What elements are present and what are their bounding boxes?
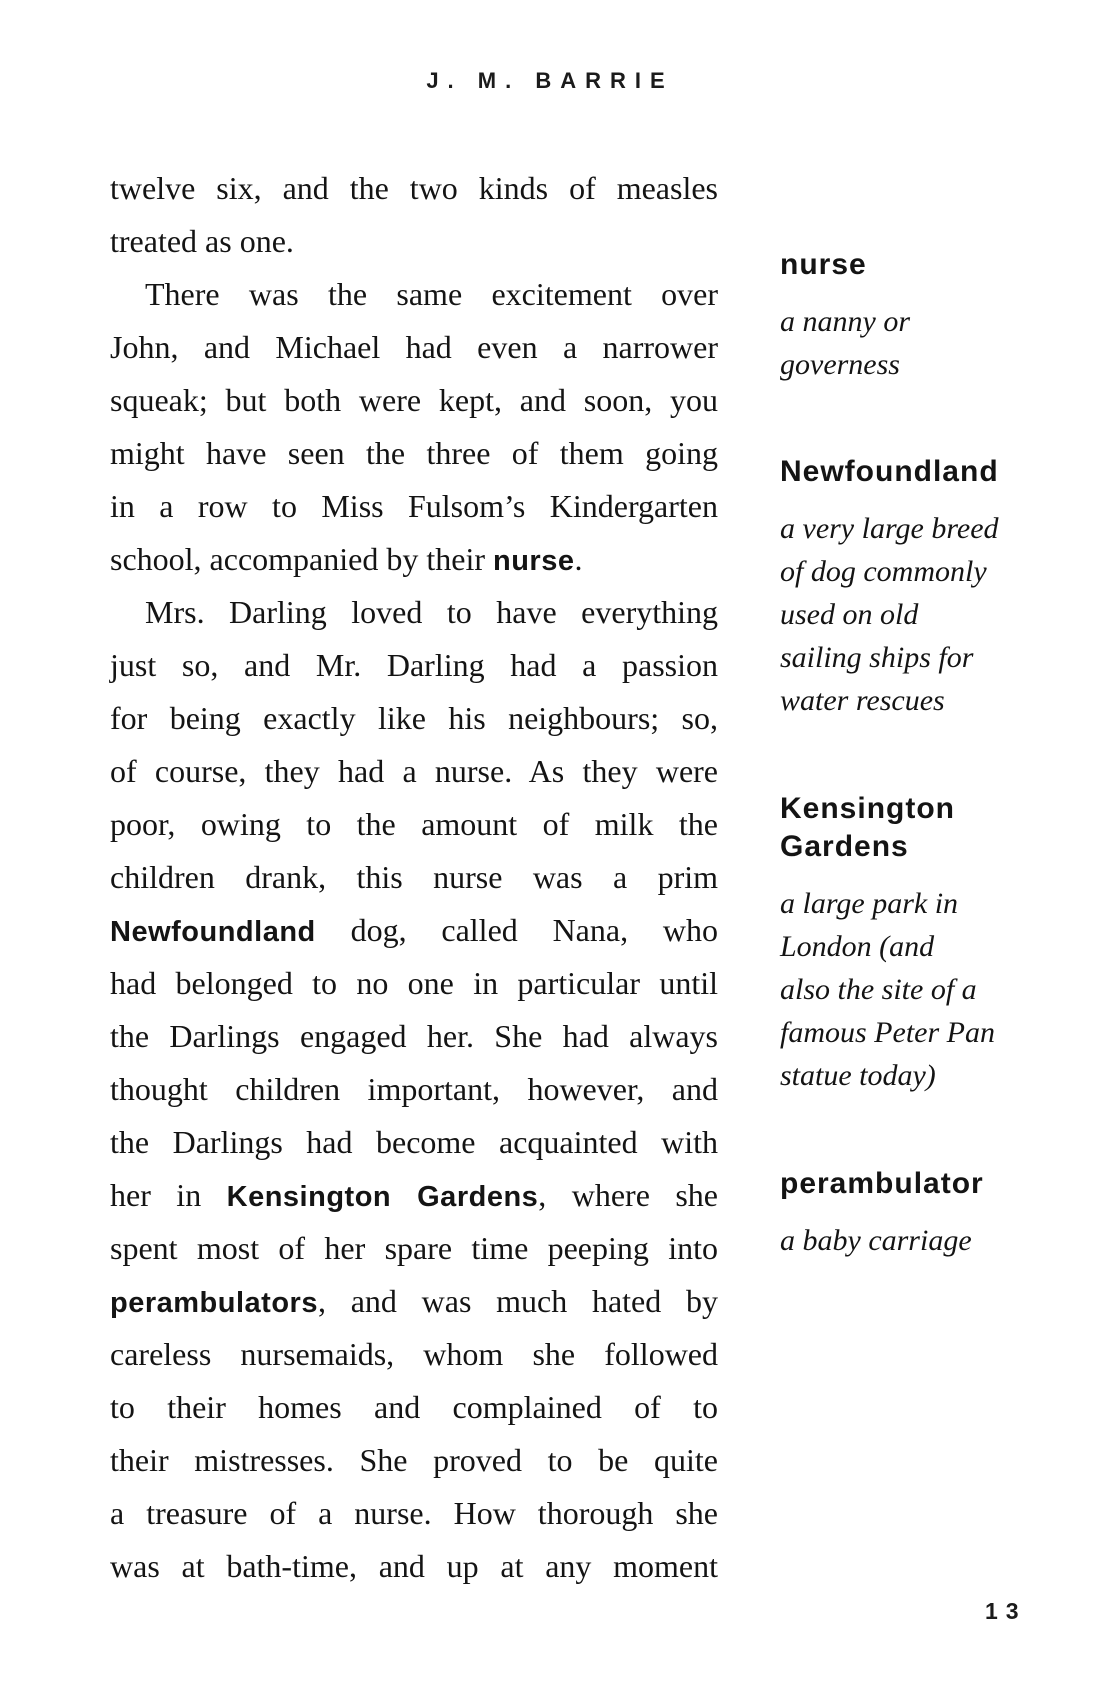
- text-line: [110, 321, 718, 374]
- text-segment: for being exactly like his neighbours; so,: [110, 700, 718, 736]
- text-segment: school, accompanied by their: [110, 541, 493, 577]
- glossary-term: nurse: [780, 248, 867, 281]
- text-segment: Mrs. Darling loved to have everything: [145, 594, 718, 630]
- glossary-definition: [780, 1219, 1040, 1262]
- glossary-entry: [780, 246, 1040, 386]
- text-segment: squeak; but both were kept, and soon, you: [110, 382, 718, 418]
- glossary-term: perambulator: [780, 1167, 984, 1200]
- text-line: [110, 427, 718, 480]
- text-line: [110, 851, 718, 904]
- glossary-definition-line: famous Peter Pan: [780, 1016, 995, 1049]
- text-line: [110, 1487, 718, 1540]
- glossary-definition: [780, 882, 1040, 1097]
- glossary-term: Newfoundland: [780, 455, 999, 488]
- glossary-definition-line: London (and: [780, 930, 935, 963]
- glossary-definition-line: a nanny or: [780, 305, 910, 338]
- text-line: [110, 586, 718, 639]
- text-segment: spent most of her spare time peeping into: [110, 1230, 718, 1266]
- text-line: [110, 639, 718, 692]
- text-segment: There was the same excitement over: [145, 276, 718, 312]
- text-segment: just so, and Mr. Darling had a passion: [110, 647, 718, 683]
- glossary-definition-line: a very large breed: [780, 512, 999, 545]
- glossary-entry: [780, 790, 1040, 1097]
- text-segment: might have seen the three of them going: [110, 435, 718, 471]
- page-number: 13: [985, 1598, 1027, 1624]
- text-line: [110, 1010, 718, 1063]
- glossary-entry: [780, 1165, 1040, 1262]
- text-segment: had belonged to no one in particular until: [110, 965, 718, 1001]
- glossary-sidebar: [780, 0, 1040, 1700]
- text-segment: thought children important, however, and: [110, 1071, 718, 1107]
- text-line: [110, 1381, 718, 1434]
- glossary-entry: [780, 453, 1040, 722]
- glossary-definition-line: water rescues: [780, 684, 945, 717]
- text-segment: the Darlings engaged her. She had always: [110, 1018, 718, 1054]
- text-segment: , and was much hated by: [317, 1283, 718, 1319]
- glossary-term-inline: Kensington Gardens: [226, 1181, 539, 1213]
- text-line: [110, 692, 718, 745]
- glossary-definition-line: a baby carriage: [780, 1224, 972, 1257]
- text-segment: a treasure of a nurse. How thorough she: [110, 1495, 718, 1531]
- text-segment: children drank, this nurse was a prim: [110, 859, 718, 895]
- text-line: [110, 1222, 718, 1275]
- text-segment: the Darlings had become acquainted with: [110, 1124, 718, 1160]
- body-text-column: [110, 162, 718, 1593]
- text-line: [110, 1063, 718, 1116]
- glossary-definition: [780, 300, 1040, 386]
- glossary-term-inline: nurse: [492, 545, 575, 577]
- glossary-definition: [780, 507, 1040, 722]
- text-segment: John, and Michael had even a narrower: [110, 329, 718, 365]
- glossary-term-inline: perambulators: [110, 1287, 318, 1319]
- text-line: [110, 904, 718, 957]
- glossary-definition-line: statue today): [780, 1059, 936, 1092]
- text-segment: twelve six, and the two kinds of measles: [110, 170, 718, 206]
- text-line: [110, 957, 718, 1010]
- text-line: [110, 162, 718, 215]
- text-line: [110, 215, 718, 268]
- text-segment: her in: [110, 1177, 227, 1213]
- text-segment: dog, called Nana, who: [315, 912, 718, 948]
- glossary-term: Kensington: [780, 792, 955, 825]
- glossary-term: Gardens: [780, 830, 909, 863]
- text-segment: poor, owing to the amount of milk the: [110, 806, 718, 842]
- text-line: [110, 268, 718, 321]
- text-line: [110, 533, 718, 586]
- text-segment: treated as one.: [110, 223, 294, 259]
- glossary-definition-line: used on old: [780, 598, 919, 631]
- text-line: [110, 1169, 718, 1222]
- text-segment: careless nursemaids, whom she followed: [110, 1336, 718, 1372]
- text-line: [110, 1328, 718, 1381]
- glossary-definition-line: a large park in: [780, 887, 959, 920]
- text-segment: .: [574, 541, 583, 577]
- running-header-author: J. M. BARRIE: [426, 68, 674, 93]
- text-line: [110, 1275, 718, 1328]
- text-line: [110, 480, 718, 533]
- text-segment: , where she: [538, 1177, 719, 1213]
- text-line: [110, 745, 718, 798]
- text-line: [110, 374, 718, 427]
- glossary-definition-line: governess: [780, 348, 900, 381]
- glossary-definition-line: also the site of a: [780, 973, 977, 1006]
- text-line: [110, 798, 718, 851]
- glossary-definition-line: sailing ships for: [780, 641, 974, 674]
- glossary-definition-line: of dog commonly: [780, 555, 987, 588]
- text-segment: was at bath-time, and up at any moment: [110, 1548, 718, 1584]
- glossary-term-inline: Newfoundland: [110, 916, 316, 948]
- text-segment: to their homes and complained of to: [110, 1389, 718, 1425]
- text-segment: their mistresses. She proved to be quite: [110, 1442, 718, 1478]
- text-segment: in a row to Miss Fulsom’s Kindergarten: [110, 488, 718, 524]
- text-line: [110, 1434, 718, 1487]
- text-line: [110, 1116, 718, 1169]
- text-segment: of course, they had a nurse. As they were: [110, 753, 718, 789]
- text-line: [110, 1540, 718, 1593]
